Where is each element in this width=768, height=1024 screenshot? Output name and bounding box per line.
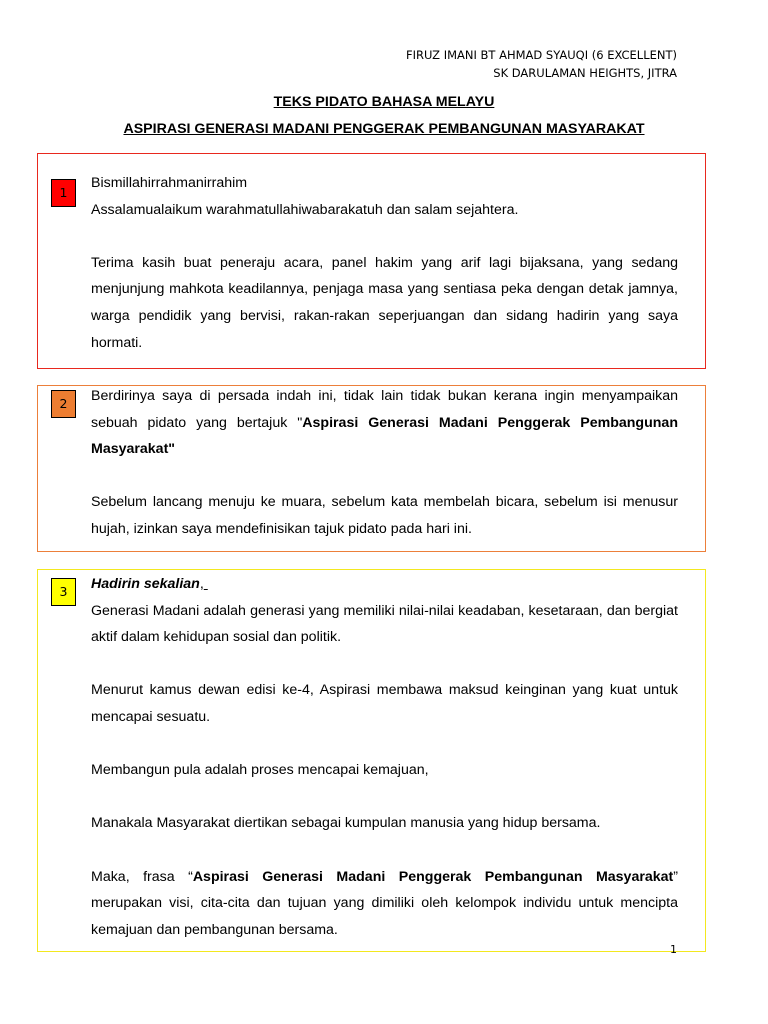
page-number: 1 <box>670 943 677 956</box>
document-subtitle: ASPIRASI GENERASI MADANI PENGGERAK PEMBANGUNAN MASYARAKAT <box>123 121 645 137</box>
section-1-number: 1 <box>51 179 76 207</box>
section-2-text: Berdirinya saya di persada indah ini, tidak lain tidak bukan kerana ingin menyampaikan sebuah pidato yang bertajuk " <box>91 388 678 431</box>
salutation: Hadirin sekalian, <box>91 576 204 592</box>
author-header <box>406 46 677 82</box>
section-2-box <box>37 385 706 552</box>
section-3-number: 3 <box>51 578 76 606</box>
greeting-bismillah: Bismillahirrahmanirrahim <box>91 175 248 191</box>
section-2-content <box>91 383 678 543</box>
greeting-salam: Assalamualaikum warahmatullahiwabarakatuh dan salam sejahtera. <box>91 201 519 218</box>
section-2-paragraph-1 <box>91 383 678 463</box>
section-2-number: 2 <box>51 390 76 418</box>
phrase-bold: Aspirasi Generasi Madani Penggerak Pembangunan Masyarakat <box>192 868 674 885</box>
section-3-paragraph-1: Generasi Madani adalah generasi yang memiliki nilai-nilai keadaban, kesetaraan, dan bergiat aktif dalam kehidupan sosial dan politik. <box>91 602 678 646</box>
salutation-text: Hadirin sekalian <box>91 576 200 592</box>
section-3-box <box>37 569 706 952</box>
speech-topic: Aspirasi Generasi Madani Penggerak Pembangunan Masyarakat" <box>91 414 678 458</box>
section-3-paragraph-2: Menurut kamus dewan edisi ke-4, Aspirasi membawa maksud keinginan yang kuat untuk mencapai sesuatu. <box>91 682 678 725</box>
author-name: FIRUZ IMANI BT AHMAD SYAUQI (6 EXCELLENT) <box>405 48 677 62</box>
school-name: SK DARULAMAN HEIGHTS, JITRA <box>493 66 677 80</box>
section-1-box <box>37 153 706 369</box>
section-3-content <box>91 571 678 943</box>
section-3-paragraph-4: Manakala Masyarakat diertikan sebagai kumpulan manusia yang hidup bersama. <box>91 815 601 832</box>
section-2-paragraph-2: Sebelum lancang menuju ke muara, sebelum kata membelah bicara, sebelum isi menusur hujah, izinkan saya mendefinisikan tajuk pidato pada hari ini. <box>91 494 678 537</box>
section-3-paragraph-3: Membangun pula adalah proses mencapai kemajuan, <box>91 762 429 779</box>
section-1-content <box>91 170 678 356</box>
section-3-paragraph-5: Maka, frasa “Aspirasi Generasi Madani Penggerak Pembangunan Masyarakat” merupakan visi, cita-cita dan tujuan yang dimiliki oleh kelompok individu untuk mencipta kemajuan dan pembangunan bersama. <box>91 868 678 938</box>
section-1-paragraph: Terima kasih buat peneraju acara, panel hakim yang arif lagi bijaksana, yang sedang menjunjung mahkota keadilannya, penjaga masa yang sentiasa peka dengan detak jamnya, warga pendidik yang bervisi, rakan-rakan seperjuangan dan sidang hadirin yang saya hormati. <box>91 254 678 351</box>
document-title: TEKS PIDATO BAHASA MELAYU <box>273 94 495 110</box>
